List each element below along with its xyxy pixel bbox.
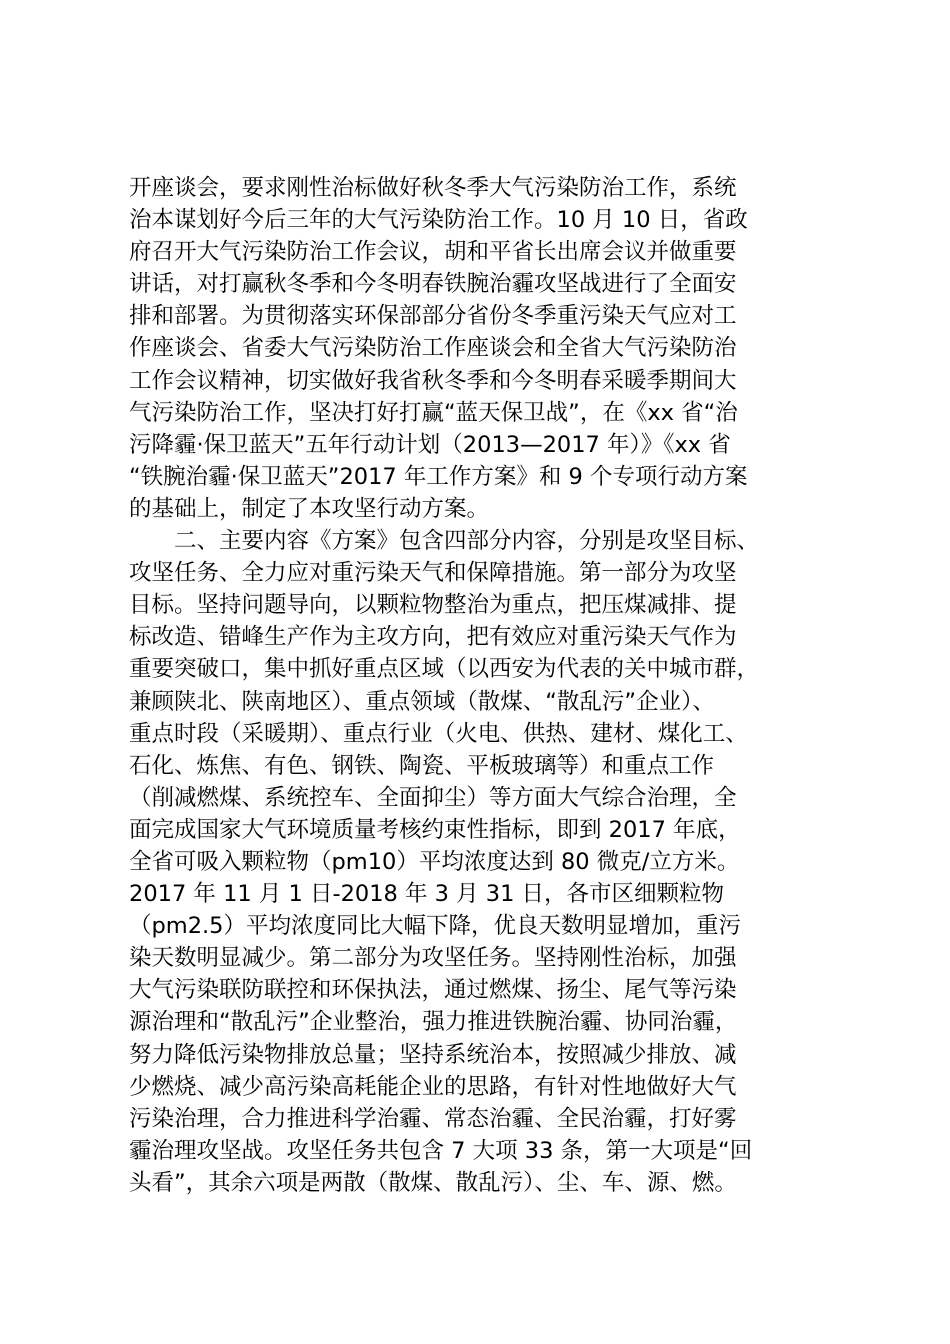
text-line: 努力降低污染物排放总量；坚持系统治本，按照减少排放、减 (129, 1041, 737, 1068)
section-heading-line: 二、主要内容《方案》包含四部分内容，分别是攻坚目标、 (129, 528, 760, 555)
text-line: “铁腕治霾·保卫蓝天”2017 年工作方案》和 9 个专项行动方案 (129, 463, 748, 490)
text-line: 石化、炼焦、有色、钢铁、陶瓷、平板玻璃等）和重点工作 (129, 752, 715, 779)
text-line: 目标。坚持问题导向，以颗粒物整治为重点，把压煤减排、提 (129, 592, 737, 619)
text-line: 工作会议精神，切实做好我省秋冬季和今冬明春采暖季期间大 (129, 367, 737, 394)
text-line: 兼顾陕北、陕南地区）、重点领域（散煤、“散乱污”企业）、 (129, 688, 715, 715)
text-line: 重要突破口，集中抓好重点区域（以西安为代表的关中城市群， (129, 656, 760, 683)
text-line: 讲话，对打赢秋冬季和今冬明春铁腕治霾攻坚战进行了全面安 (129, 271, 737, 298)
text-line: （pm2.5）平均浓度同比大幅下降，优良天数明显增加，重污 (129, 913, 741, 940)
text-line: 作座谈会、省委大气污染防治工作座谈会和全省大气污染防治 (129, 335, 737, 362)
text-line: 大气污染联防联控和环保执法，通过燃煤、扬尘、尾气等污染 (129, 977, 737, 1004)
text-line: 污染治理，合力推进科学治霾、常态治霾、全民治霾，打好雾 (129, 1105, 737, 1132)
text-line: 气污染防治工作，坚决打好打赢“蓝天保卫战”，在《xx 省“治 (129, 399, 738, 426)
text-line: 排和部署。为贯彻落实环保部部分省份冬季重污染天气应对工 (129, 303, 737, 330)
text-line: 头看”，其余六项是两散（散煤、散乱污）、尘、车、源、燃。 (129, 1169, 737, 1196)
text-line: 攻坚任务、全力应对重污染天气和保障措施。第一部分为攻坚 (129, 560, 737, 587)
text-line: 污降霾·保卫蓝天”五年行动计划（2013—2017 年）》《xx 省 (129, 431, 731, 458)
body-text (129, 172, 849, 1199)
text-line: 治本谋划好今后三年的大气污染防治工作。10 月 10 日，省政 (129, 207, 748, 234)
text-line: 标改造、错峰生产作为主攻方向，把有效应对重污染天气作为 (129, 624, 737, 651)
text-line: 的基础上，制定了本攻坚行动方案。 (129, 495, 490, 522)
text-line: 霾治理攻坚战。攻坚任务共包含 7 大项 33 条，第一大项是“回 (129, 1137, 753, 1164)
text-line: 源治理和“散乱污”企业整治，强力推进铁腕治霾、协同治霾， (129, 1009, 738, 1036)
text-line: 开座谈会，要求刚性治标做好秋冬季大气污染防治工作，系统 (129, 175, 737, 201)
text-line: 染天数明显减少。第二部分为攻坚任务。坚持刚性治标，加强 (129, 945, 737, 972)
text-line: 2017 年 11 月 1 日-2018 年 3 月 31 日，各市区细颗粒物 (129, 881, 725, 908)
text-line: 全省可吸入颗粒物（pm10）平均浓度达到 80 微克/立方米。 (129, 848, 740, 875)
text-line: （削减燃煤、系统控车、全面抑尘）等方面大气综合治理，全 (129, 784, 737, 811)
text-line: 重点时段（采暖期）、重点行业（火电、供热、建材、煤化工、 (129, 720, 748, 747)
text-line: 面完成国家大气环境质量考核约束性指标，即到 2017 年底， (129, 816, 741, 843)
text-line: 府召开大气污染防治工作会议，胡和平省长出席会议并做重要 (129, 239, 737, 266)
text-line: 少燃烧、减少高污染高耗能企业的思路，有针对性地做好大气 (129, 1073, 737, 1100)
